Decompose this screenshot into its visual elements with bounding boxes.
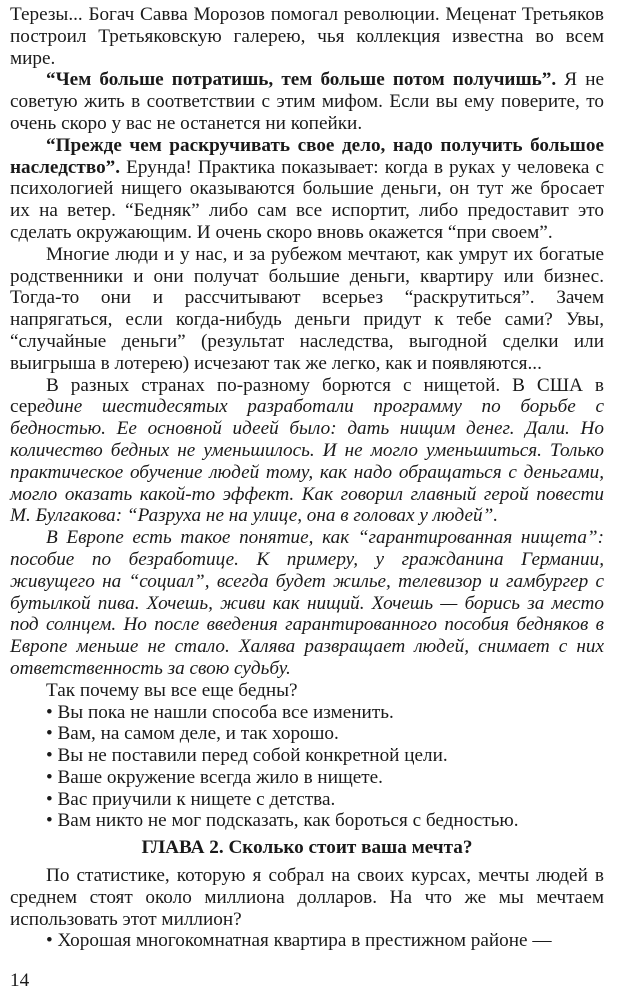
bullets-intro: Так почему вы все еще бедны? [46, 679, 298, 701]
chapter-heading: ГЛАВА 2. Сколько стоит ваша мечта? [141, 837, 473, 859]
paragraph [10, 69, 604, 134]
text-segment: Я не советую жить в соответствии с этим мифом. Если вы ему поверите, то очень скоро у вас не останется ни копейки. [10, 69, 604, 134]
bullet-item: • Вам никто не мог подсказать, как бороться с бедностью. [46, 810, 519, 832]
paragraph [10, 135, 604, 244]
paragraph [10, 4, 604, 69]
paragraph [10, 375, 604, 528]
bullet-list [10, 702, 604, 833]
text-segment: едине шестидесятых разработали программу по борьбе с бедностью. Ее основной идеей было: дать нищим денег. Дали. Но количество бедных не уменьшилось. И не могло уменьшиться. Только практическое обучение людей тому, как надо обращаться с деньгами, могло оказать какой-то эффект. Как говорил главный герой повести М. Булгакова: “Разруха не на улице, она в головах у людей”. [10, 396, 604, 527]
bullet-item: • Вы пока не нашли способа все изменить. [46, 701, 394, 723]
text-segment: Многие люди и у нас, и за рубежом мечтают, как умрут их богатые родственники и они получат большие деньги, квартиру или бизнес. Тогда-то они и рассчитывают всерьез “раскрутиться”. Зачем напрягаться, если когда-нибудь деньги придут к тебе сами? Увы, “случайные деньги” (результат наследства, выгодной сделки или выигрыша в лотерею) исчезают так же легко, как и появляются... [10, 243, 604, 374]
bullet-item: • Вам, на самом деле, и так хорошо. [46, 723, 339, 745]
bullet-item: • Вы не поставили перед собой конкретной цели. [46, 745, 448, 767]
text-segment: Ерунда! Практика показывает: когда в руках у человека с психологией нищего оказываются большие деньги, он тут же бросает их на ветер. “Бедняк” либо сам все испортит, либо предоставит это сделать окружающим. И очень скоро вновь окажется “при своем”. [10, 156, 604, 243]
bullet-item: • Ваше окружение всегда жило в нищете. [46, 766, 383, 788]
chapter-paragraph: По статистике, которую я собрал на своих курсах, мечты людей в среднем стоят около миллиона долларов. На что же мы мечтаем использовать этот миллион? [10, 865, 604, 930]
paragraph [10, 244, 604, 375]
text-segment: В разных странах по-разному борются с нищетой. В США в сер [10, 374, 604, 418]
bullet-item: • Вас приучили к нищете с детства. [46, 788, 336, 810]
text-segment: “Чем больше потратишь, тем больше потом получишь”. [46, 69, 557, 91]
text-segment: Терезы... Богач Савва Морозов помогал революции. Меценат Третьяков построил Третьяковскую галерею, чья коллекция известна во всем мире. [10, 4, 604, 69]
text-segment: В Европе есть такое понятие, как “гарантированная нищета”: пособие по безработице. К примеру, у гражданина Германии, живущего на “социал”, всегда будет жилье, телевизор и гамбургер с бутылкой пива. Хочешь, живи как нищий. Хочешь — борись за место под солнцем. Но после введения гарантированного пособия бедняков в Европе меньше не стало. Халява развращает людей, снимает с них ответственность за свою судьбу. [10, 527, 604, 679]
last-bullet: • Хорошая многокомнатная квартира в престижном районе — [46, 930, 552, 952]
text-segment: “Прежде чем раскручивать свое дело, надо получить большое наследство”. [10, 134, 604, 178]
page-number: 14 [10, 970, 30, 991]
paragraph [10, 527, 604, 680]
body-text [10, 4, 604, 680]
